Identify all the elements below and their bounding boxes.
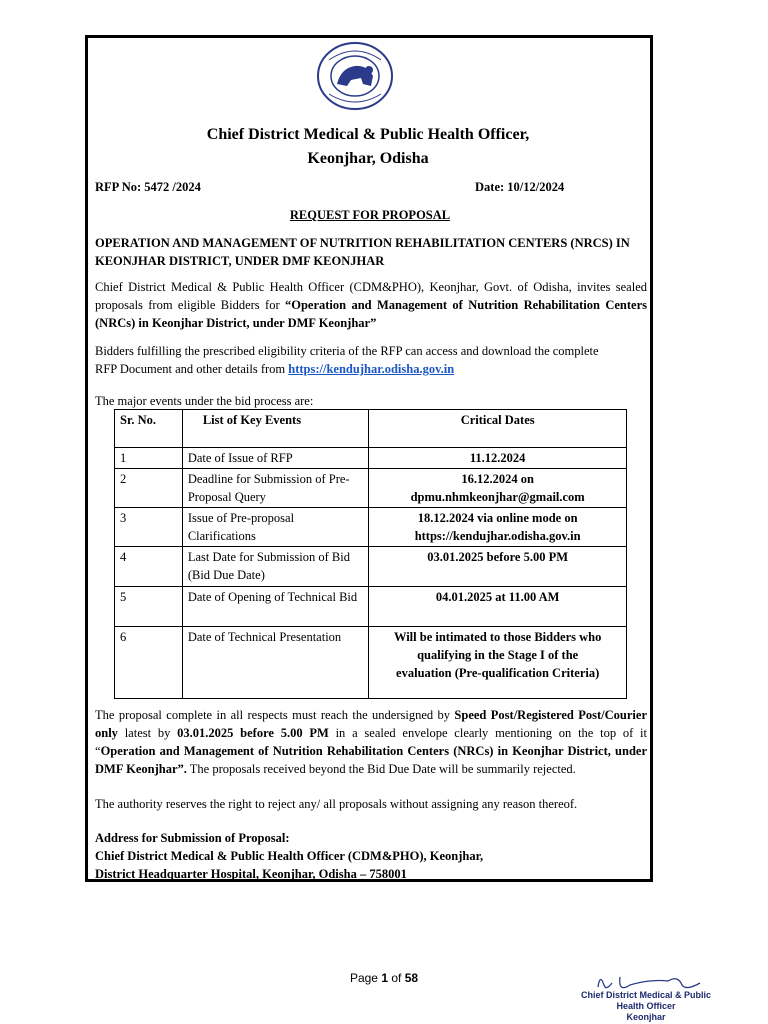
row-event: Issue of Pre-proposal Clarifications: [182, 508, 369, 547]
table-row: [115, 508, 627, 547]
access-line1: Bidders fulfilling the prescribed eligibility criteria of the RFP can access and download the complete: [95, 344, 599, 358]
section-heading: REQUEST FOR PROPOSAL: [289, 208, 451, 222]
row-date: 16.12.2024 on dpmu.nhmkeonjhar@gmail.com: [369, 469, 627, 508]
access-line2: [95, 360, 647, 378]
row-sr: 4: [115, 547, 183, 587]
office-title-line2: Keonjhar, Odisha: [307, 150, 429, 167]
row-date: 03.01.2025 before 5.00 PM: [369, 547, 627, 587]
address-line1: Chief District Medical & Public Health Officer (CDM&PHO), Keonjhar,: [95, 849, 484, 863]
row-date: Will be intimated to those Bidders who qualifying in the Stage I of the evaluation (Pre-qualification Criteria): [369, 627, 627, 699]
row-event: Last Date for Submission of Bid (Bid Due Date): [182, 547, 369, 587]
table-row: [115, 587, 627, 627]
key-events-table: [114, 409, 627, 699]
events-intro: The major events under the bid process are:: [95, 394, 314, 408]
submission-text: in a sealed envelope clearly mentioning on the top of it “: [95, 726, 647, 758]
invitation-text: Chief District Medical & Public Health Officer (CDM&PHO), Keonjhar, Govt. of Odisha, invites sealed proposals from eligible Bidders for: [95, 280, 647, 312]
submission-project-name: Operation and Management of Nutrition Rehabilitation Centers (NRCs) in Keonjhar District, under DMF Keonjhar”.: [95, 744, 647, 776]
subject-line2: KEONJHAR DISTRICT, UNDER DMF KEONJHAR: [95, 254, 385, 268]
address-title: Address for Submission of Proposal:: [95, 831, 290, 845]
table-row: [115, 547, 627, 587]
signature-title: Chief District Medical & Public Health Officer: [580, 990, 712, 1011]
row-sr: 1: [115, 448, 183, 469]
submission-text: latest by: [117, 726, 178, 740]
row-sr: 2: [115, 469, 183, 508]
row-event: Date of Opening of Technical Bid: [182, 587, 369, 627]
row-date: 18.12.2024 via online mode on https://kendujhar.odisha.gov.in: [369, 508, 627, 547]
submission-mode: Speed Post/Registered Post/Courier only: [95, 708, 647, 740]
row-date: 04.01.2025 at 11.00 AM: [369, 587, 627, 627]
table-row: [115, 448, 627, 469]
header-critical-dates: Critical Dates: [369, 410, 627, 448]
header-key-events: List of Key Events: [182, 410, 369, 448]
row-sr: 6: [115, 627, 183, 699]
table-row: [115, 469, 627, 508]
page-label: Page: [349, 971, 382, 985]
row-sr: 5: [115, 587, 183, 627]
submission-deadline: 03.01.2025 before 5.00 PM: [177, 726, 329, 740]
invitation-paragraph: [95, 278, 647, 332]
odisha-emblem-icon: [315, 40, 395, 112]
signature-place: Keonjhar: [626, 1012, 666, 1022]
table-header-row: [115, 410, 627, 448]
address-line2: District Headquarter Hospital, Keonjhar, Odisha – 758001: [95, 867, 407, 881]
rfp-number: RFP No: 5472 /2024: [95, 180, 201, 194]
row-event: Date of Technical Presentation: [182, 627, 369, 699]
row-date: 11.12.2024: [369, 448, 627, 469]
office-title-line1: Chief District Medical & Public Health Officer,: [206, 126, 530, 143]
submission-text: The proposals received beyond the Bid Due Date will be summarily rejected.: [186, 762, 576, 776]
subject-line1: OPERATION AND MANAGEMENT OF NUTRITION REHABILITATION CENTERS (NRCS) IN: [95, 236, 630, 250]
rights-paragraph: The authority reserves the right to reject any/ all proposals without assigning any reason thereof.: [95, 797, 578, 811]
page-of: of: [388, 971, 405, 985]
row-event: Date of Issue of RFP: [182, 448, 369, 469]
row-event: Deadline for Submission of Pre-Proposal Query: [182, 469, 369, 508]
access-text: RFP Document and other details from: [95, 362, 289, 376]
page-current: 1: [381, 971, 388, 985]
page-total: 58: [404, 971, 419, 985]
header-sr-no: Sr. No.: [115, 410, 183, 448]
invitation-project-name: “Operation and Management of Nutrition Rehabilitation Centers (NRCs) in Keonjhar District, under DMF Keonjhar”: [95, 298, 647, 330]
signature-caption: [566, 990, 726, 1023]
row-sr: 3: [115, 508, 183, 547]
website-link[interactable]: https://kendujhar.odisha.gov.in: [288, 362, 455, 376]
table-row: [115, 627, 627, 699]
submission-paragraph: [95, 706, 647, 778]
rfp-date: Date: 10/12/2024: [475, 180, 565, 194]
submission-text: The proposal complete in all respects must reach the undersigned by: [95, 708, 455, 722]
